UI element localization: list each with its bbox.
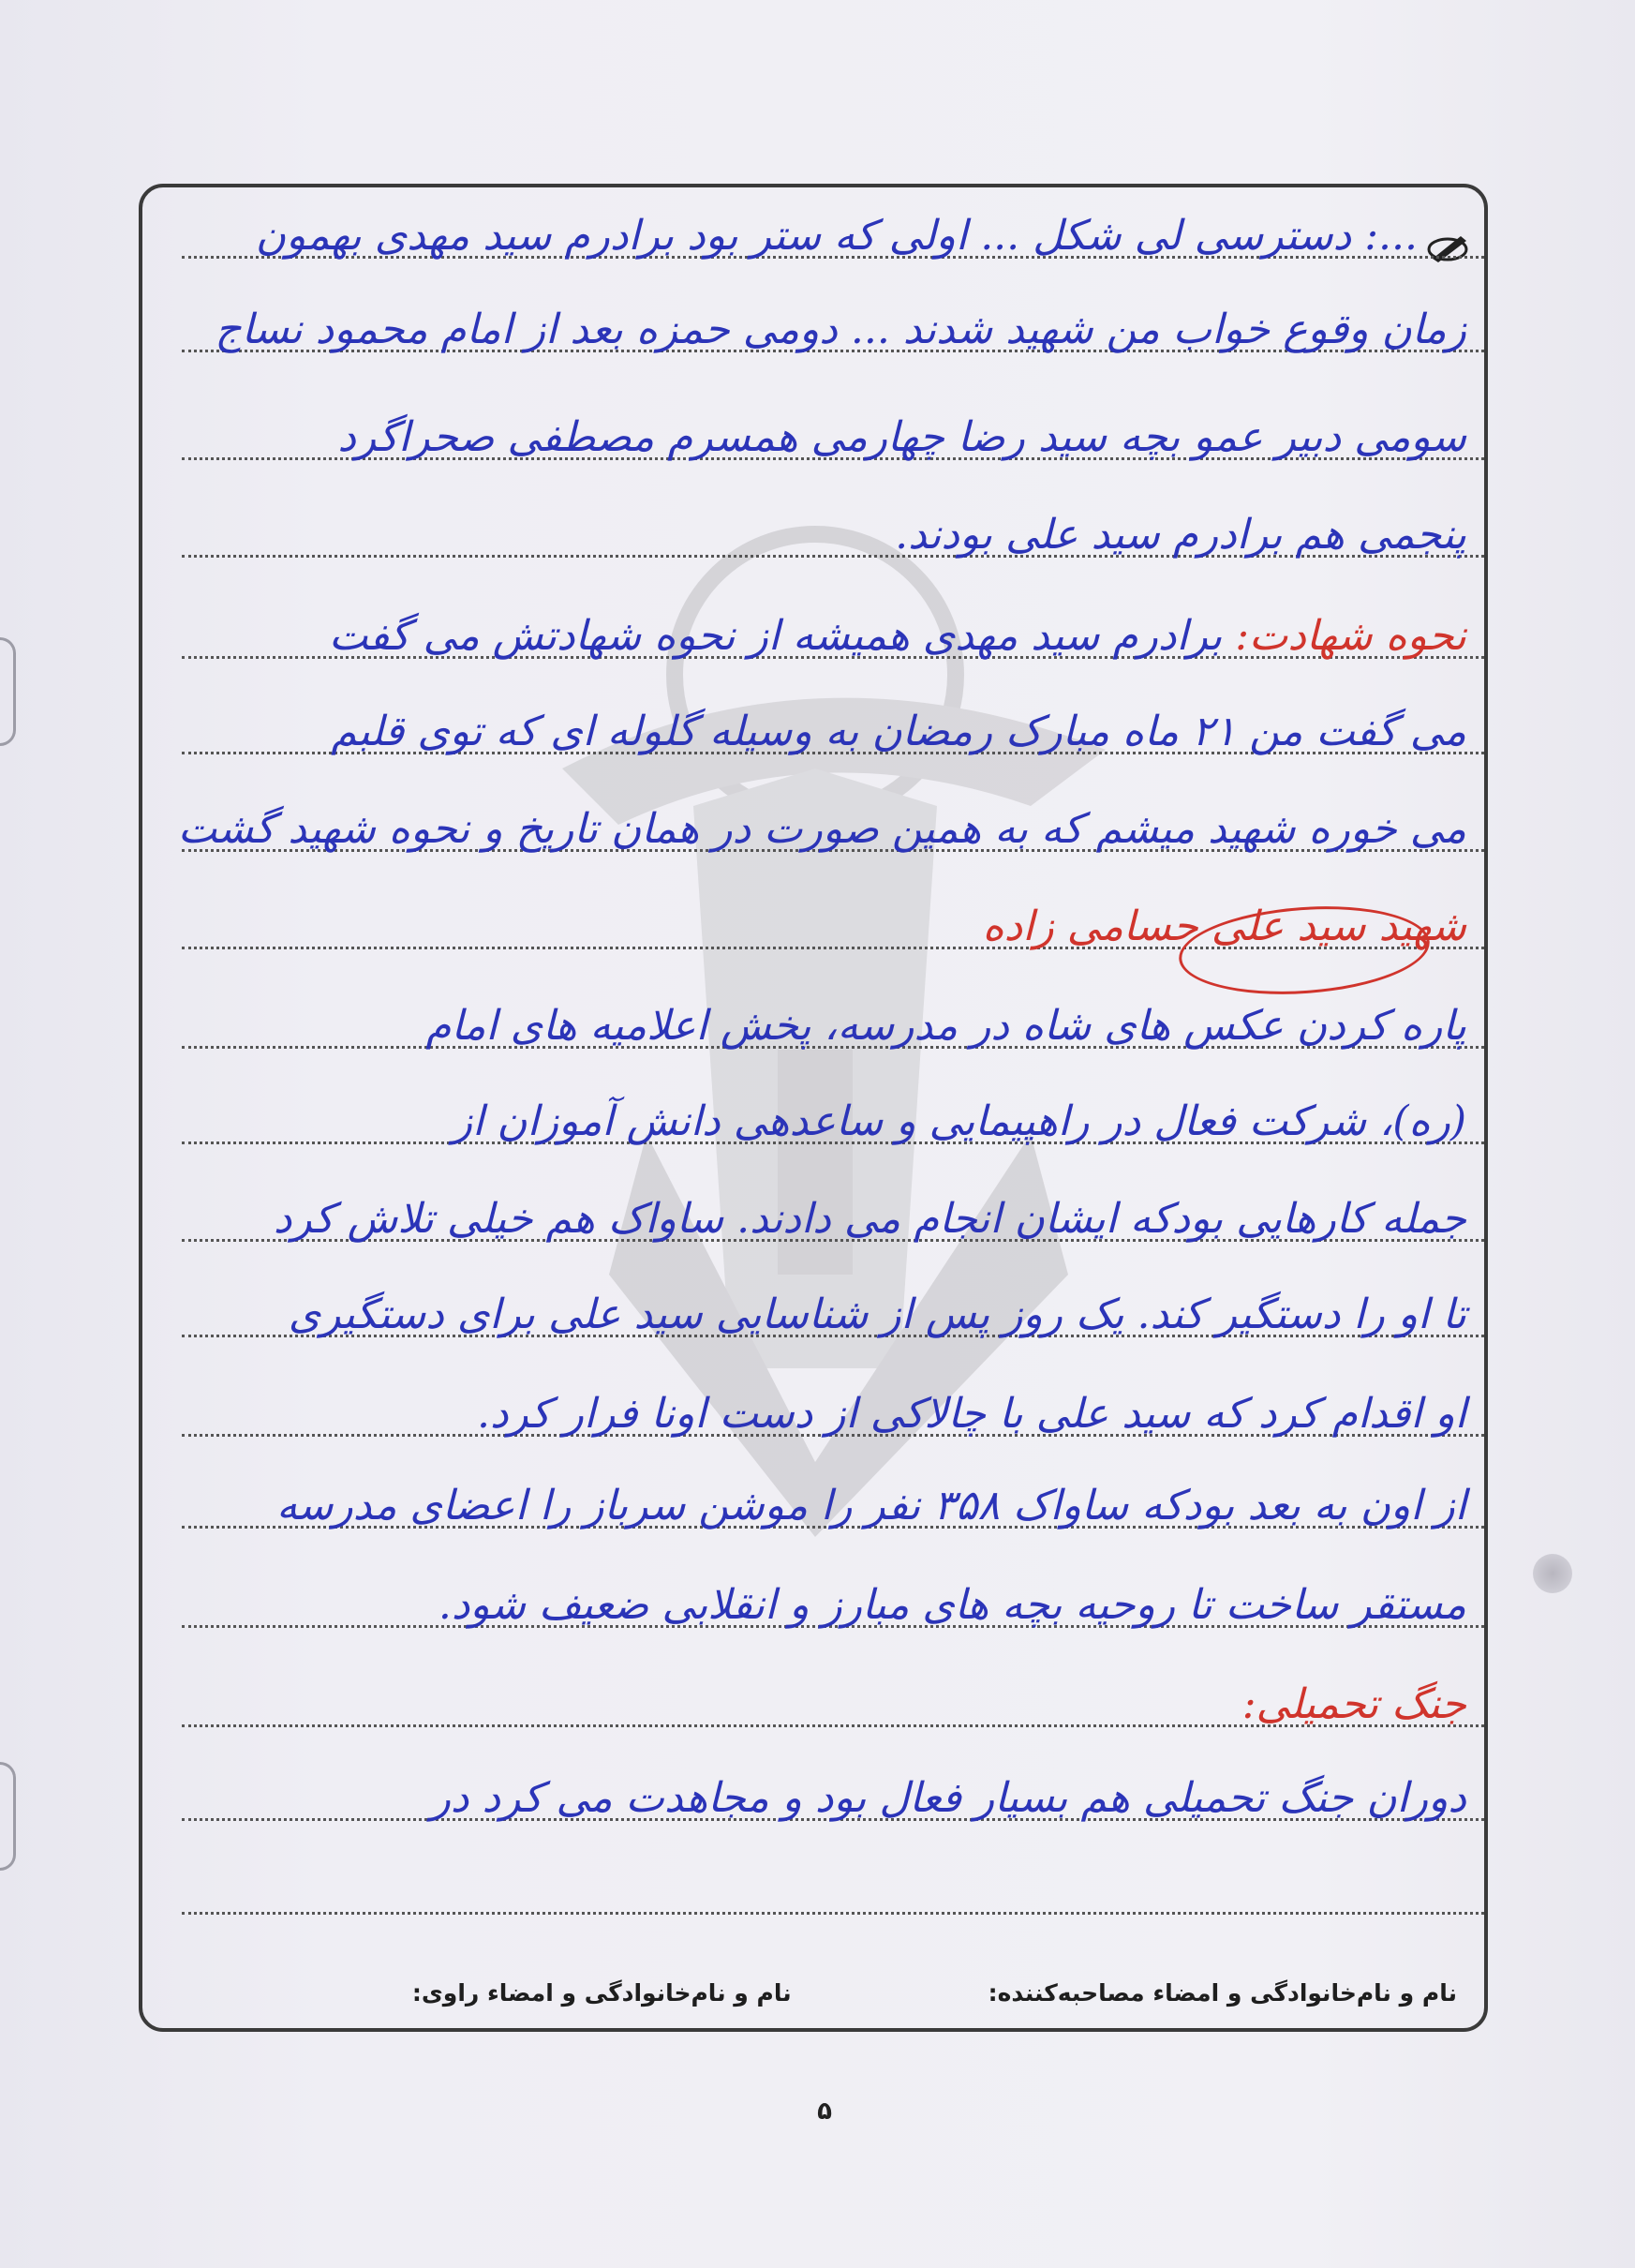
- handwritten-line: (ره)، شرکت فعال در راهپیمایی و ساعدهی دانش آموزان از: [452, 1097, 1466, 1145]
- section-heading-martyr-name: شهید سید علی حسامی زاده: [982, 903, 1466, 950]
- binding-hole: [0, 637, 16, 746]
- handwritten-line: زمان وقوع خواب من شهید شدند ... دومی حمزه بعد از امام محمود نساج: [215, 306, 1466, 353]
- signature-footer: [412, 1979, 1457, 2007]
- handwritten-line: سومی دبیر عمو بچه سید رضا چهارمی همسرم مصطفی صحراگرد: [337, 413, 1466, 461]
- section-heading-martyrdom: نحوه شهادت:: [1235, 612, 1466, 660]
- paper-stain: [1533, 1554, 1572, 1593]
- handwritten-line: پنجمی هم برادرم سید علی بودند.: [895, 511, 1466, 559]
- handwritten-line: جمله کارهایی بودکه ایشان انجام می دادند. ساواک هم خیلی تلاش کرد: [273, 1195, 1466, 1243]
- handwritten-text: برادرم سید مهدی همیشه از نحوه شهادتش می گفت: [329, 612, 1236, 660]
- section-heading-imposed-war: جنگ تحمیلی:: [1241, 1680, 1466, 1728]
- handwritten-line: مستقر ساخت تا روحیه بچه های مبارز و انقلابی ضعیف شود.: [438, 1581, 1466, 1629]
- binding-hole: [0, 1762, 16, 1871]
- handwritten-line: می خوره شهید میشم که به همین صورت در همان تاریخ و نحوه شهید گشت: [177, 805, 1466, 853]
- page-number: ۵: [817, 2097, 832, 2126]
- handwritten-line: [173, 612, 1466, 660]
- handwritten-line: می گفت من ۲۱ ماه مبارک رمضان به وسیله گلوله ای که توی قلبم: [331, 708, 1466, 755]
- interviewee-signature-label: نام و نام‌خانوادگی و امضاء راوی:: [411, 1979, 792, 2007]
- handwritten-line: او اقدام کرد که سید علی با چالاکی از دست اونا فرار کرد.: [476, 1390, 1466, 1438]
- handwritten-line: تا او را دستگیر کند. یک روز پس از شناسایی سید علی برای دستگیری: [288, 1291, 1466, 1338]
- ruled-line: [182, 1912, 1484, 1915]
- handwritten-line: دوران جنگ تحمیلی هم بسیار فعال بود و مجاهدت می کرد در: [430, 1774, 1466, 1822]
- handwritten-line: از اون به بعد بودکه ساواک ۳۵۸ نفر را موشن سرباز را اعضای مدرسه: [276, 1482, 1466, 1529]
- handwritten-line: ...: دسترسی لی شکل ... اولی که ستر بود برادرم سید مهدی بهمون: [255, 212, 1418, 260]
- interviewer-signature-label: نام و نام‌خانوادگی و امضاء مصاحبه‌کننده:: [988, 1979, 1457, 2007]
- handwritten-line: پاره کردن عکس های شاه در مدرسه، پخش اعلامیه های امام: [425, 1002, 1466, 1050]
